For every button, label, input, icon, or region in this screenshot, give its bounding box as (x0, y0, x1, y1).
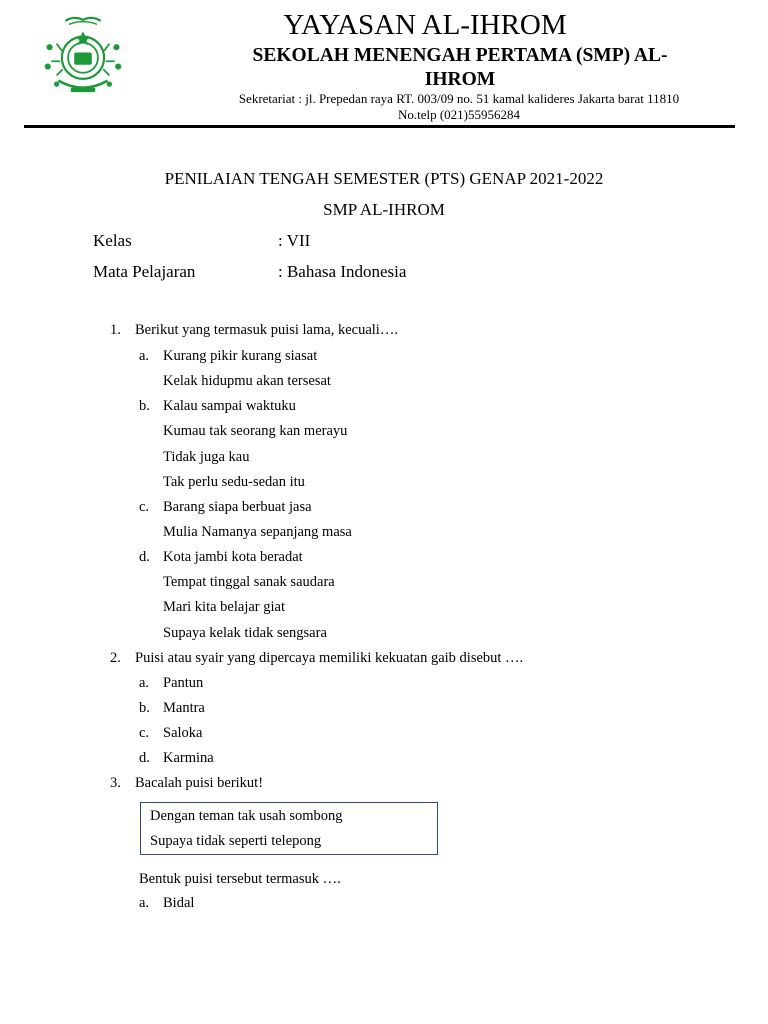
option-letter: c. (139, 725, 150, 741)
poem-line: Supaya tidak seperti telepong (150, 833, 322, 849)
option-line: Kelak hidupmu akan tersesat (163, 373, 331, 389)
school-address (200, 91, 718, 123)
option-line: Kurang pikir kurang siasat (163, 348, 318, 364)
option-line: Saloka (163, 725, 203, 741)
exam-school: SMP AL-IHROM (323, 200, 445, 219)
option-line: Kota jambi kota beradat (163, 549, 303, 565)
class-label: Kelas (93, 231, 132, 250)
letterhead-divider (24, 125, 735, 128)
option-letter: a. (139, 348, 150, 364)
class-value: : VII (278, 231, 311, 250)
phone-line: No.telp (021)55956284 (397, 107, 521, 122)
question-followup: Bentuk puisi tersebut termasuk …. (139, 871, 341, 887)
option-line: Supaya kelak tidak sengsara (163, 625, 327, 641)
option-line: Mantra (163, 700, 205, 716)
exam-title: PENILAIAN TENGAH SEMESTER (PTS) GENAP 2021-2022 (164, 169, 604, 188)
option-line: Tak perlu sedu-sedan itu (163, 474, 305, 490)
option-letter: b. (139, 700, 150, 716)
poem-line: Dengan teman tak usah sombong (150, 808, 343, 824)
subject-value: : Bahasa Indonesia (278, 262, 407, 281)
option-line: Mari kita belajar giat (163, 599, 285, 615)
option-letter: d. (139, 750, 150, 766)
question-text: Berikut yang termasuk puisi lama, kecuali…. (135, 322, 398, 338)
option-line: Mulia Namanya sepanjang masa (163, 524, 352, 540)
question-text: Bacalah puisi berikut! (135, 775, 264, 791)
option-line: Bidal (163, 895, 195, 911)
address-line: Sekretariat : jl. Prepedan raya RT. 003/09 no. 51 kamal kalideres Jakarta barat 11810 (238, 91, 680, 106)
question-number: 3. (110, 775, 121, 791)
option-letter: b. (139, 398, 150, 414)
question-number: 2. (110, 650, 121, 666)
question-text: Puisi atau syair yang dipercaya memiliki kekuatan gaib disebut …. (135, 650, 524, 666)
question-number: 1. (110, 322, 121, 338)
option-letter: a. (139, 895, 150, 911)
option-line: Pantun (163, 675, 204, 691)
option-line: Tempat tinggal sanak saudara (163, 574, 335, 590)
option-line: Tidak juga kau (163, 449, 250, 465)
option-letter: d. (139, 549, 150, 565)
option-line: Kalau sampai waktuku (163, 398, 296, 414)
foundation-name: YAYASAN AL-IHROM (283, 9, 567, 41)
option-line: Kumau tak seorang kan merayu (163, 423, 348, 439)
option-letter: a. (139, 675, 150, 691)
school-emblem-icon (38, 12, 128, 100)
poem-box (140, 802, 438, 855)
option-line: Barang siapa berbuat jasa (163, 499, 312, 515)
subject-label: Mata Pelajaran (93, 262, 196, 281)
option-line: Karmina (163, 750, 214, 766)
school-name: SEKOLAH MENENGAH PERTAMA (SMP) AL-IHROM (252, 45, 668, 90)
option-letter: c. (139, 499, 150, 515)
